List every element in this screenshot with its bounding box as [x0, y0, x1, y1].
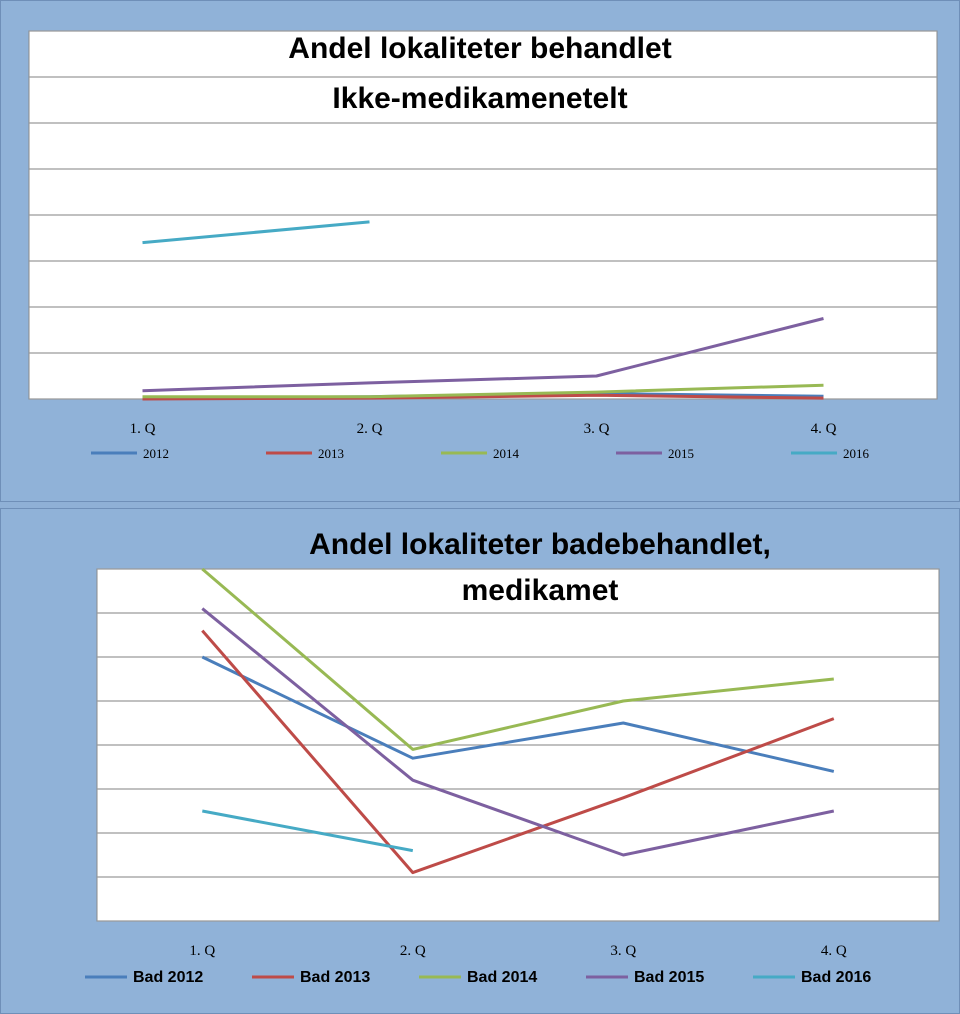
- legend-label: 2013: [318, 446, 344, 461]
- legend-label: Bad 2016: [801, 969, 872, 986]
- top-chart-svg: [1, 1, 959, 501]
- x-tick-label: 1. Q: [129, 421, 156, 437]
- x-tick-label: 4. Q: [820, 943, 847, 959]
- x-tick-label: 4. Q: [810, 421, 837, 437]
- legend-label: Bad 2014: [467, 969, 538, 986]
- legend-label: Bad 2013: [300, 969, 371, 986]
- legend-label: 2016: [843, 446, 869, 461]
- x-tick-label: 3. Q: [583, 421, 610, 437]
- x-tick-label: 1. Q: [189, 943, 216, 959]
- legend-label: Bad 2012: [133, 969, 204, 986]
- legend-label: 2015: [668, 446, 694, 461]
- x-tick-label: 2. Q: [399, 943, 426, 959]
- top-chart-title: Andel lokaliteter behandlet: [288, 32, 672, 65]
- legend-label: 2014: [493, 446, 519, 461]
- top-chart-panel: [0, 0, 960, 502]
- bottom-chart-panel: [0, 508, 960, 1014]
- legend-label: Bad 2015: [634, 969, 705, 986]
- bottom-chart-title: Andel lokaliteter badebehandlet,: [309, 528, 771, 561]
- bottom-chart-subtitle: medikamet: [461, 574, 619, 607]
- x-tick-label: 3. Q: [610, 943, 637, 959]
- top-chart-subtitle: Ikke-medikamenetelt: [332, 82, 628, 115]
- legend-label: 2012: [143, 446, 169, 461]
- x-tick-label: 2. Q: [356, 421, 383, 437]
